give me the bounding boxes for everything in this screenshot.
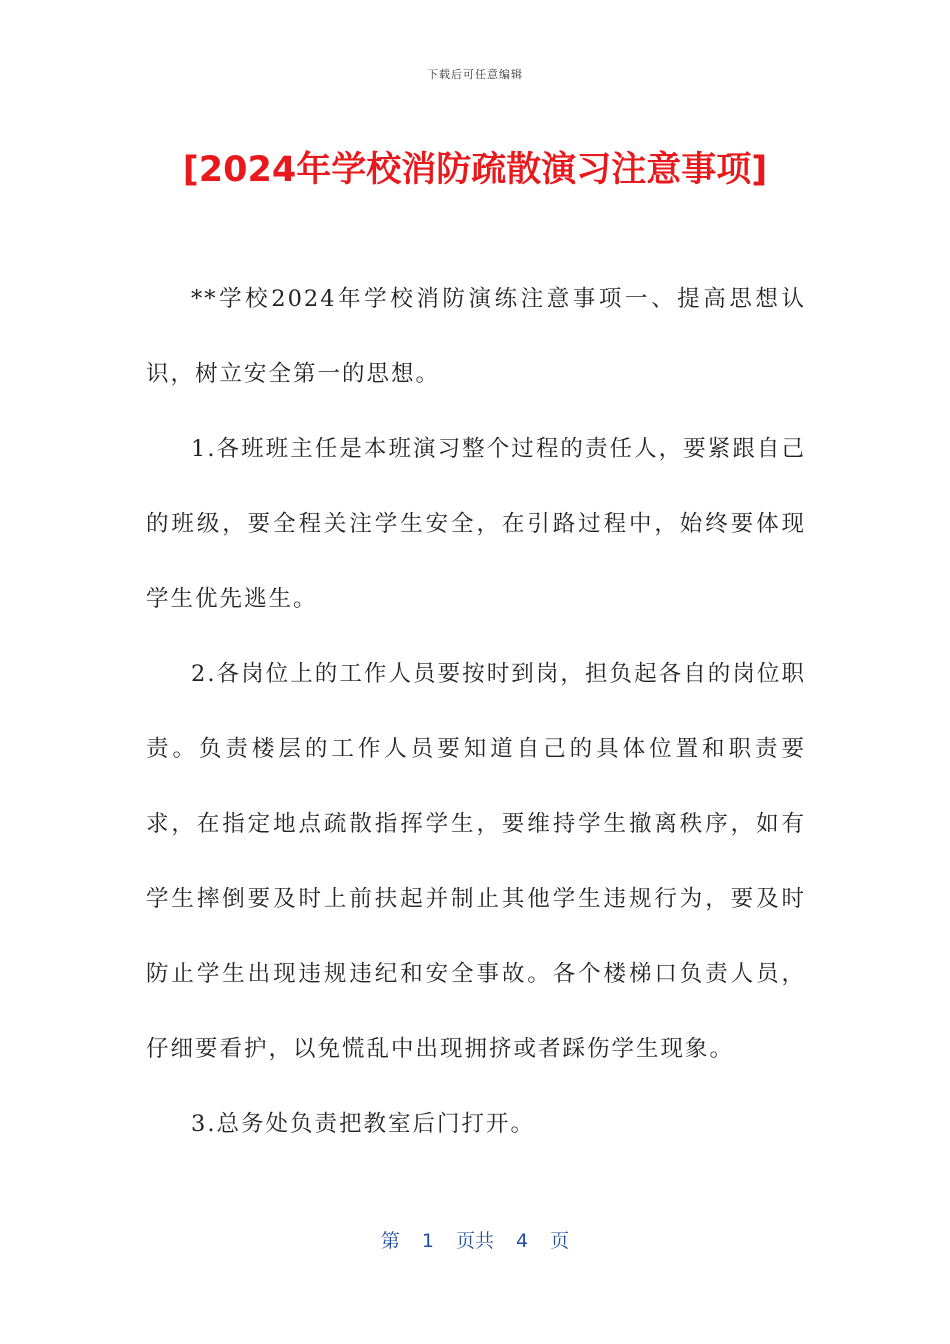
page-total: 4 [516, 1230, 529, 1252]
page-prefix: 第 [380, 1230, 400, 1252]
paragraph-item-1: 1.各班班主任是本班演习整个过程的责任人，要紧跟自己的班级，要全程关注学生安全，在引路过程中，始终要体现学生优先逃生。 [146, 436, 806, 612]
page-number: 1 [421, 1230, 434, 1252]
page-mid: 页共 [455, 1230, 494, 1252]
page-footer [0, 1226, 950, 1253]
document-body [146, 262, 806, 1162]
page-suffix: 页 [550, 1230, 570, 1252]
paragraph-intro: **学校2024年学校消防演练注意事项一、提高思想认识，树立安全第一的思想。 [146, 286, 806, 387]
paragraph-item-3: 3.总务处负责把教室后门打开。 [191, 1111, 535, 1137]
page-header-note: 下载后可任意编辑 [427, 68, 523, 81]
paragraph-item-2: 2.各岗位上的工作人员要按时到岗，担负起各自的岗位职责。负责楼层的工作人员要知道自己的具体位置和职责要求，在指定地点疏散指挥学生，要维持学生撤离秩序，如有学生摔倒要及时上前扶起并制止其他学生违规行为，要及时防止学生出现违规违纪和安全事故。各个楼梯口负责人员，仔细要看护，以免慌乱中出现拥挤或者踩伤学生现象。 [146, 661, 806, 1062]
document-title: [2024年学校消防疏散演习注意事项] [182, 150, 768, 190]
